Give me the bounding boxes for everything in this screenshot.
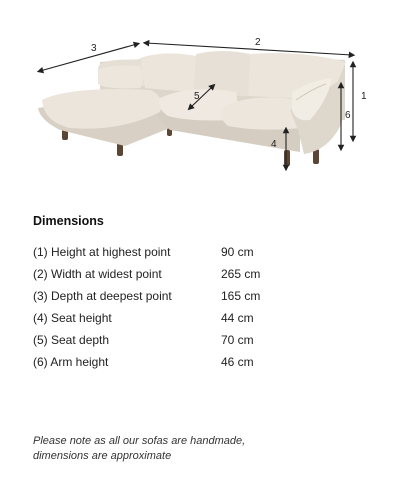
dimension-row-arm-height [33,355,333,373]
dimension-name: (5) Seat depth [33,333,110,347]
dimension-name: (2) Width at widest point [33,267,162,281]
dimension-row-seat-height [33,311,333,329]
dimension-name: (6) Arm height [33,355,109,369]
dimension-row-seat-depth [33,333,333,351]
dimensions-heading: Dimensions [33,214,104,228]
dimension-value: 165 cm [221,289,261,303]
dimension-row-depth [33,289,333,307]
dimension-name: (1) Height at highest point [33,245,171,259]
dimension-value: 46 cm [221,355,254,369]
note-line-2: dimensions are approximate [33,450,172,462]
sofa-body [38,51,346,154]
marker-5: 5 [194,91,200,102]
marker-6: 6 [345,110,351,121]
handmade-note [33,434,373,464]
dimension-row-height [33,245,333,263]
dimension-name: (3) Depth at deepest point [33,289,172,303]
dimension-value: 90 cm [221,245,254,259]
dimension-value: 44 cm [221,311,254,325]
dimension-value: 70 cm [221,333,254,347]
note-line-1: Please note as all our sofas are handmade, [33,435,246,447]
sofa-illustration [0,0,400,200]
dimension-row-width [33,267,333,285]
dimension-value: 265 cm [221,267,261,281]
marker-4: 4 [271,139,277,150]
marker-3: 3 [91,43,97,54]
marker-1: 1 [361,91,367,102]
dimension-name: (4) Seat height [33,311,112,325]
marker-2: 2 [255,37,261,48]
arrow-width [146,43,352,55]
